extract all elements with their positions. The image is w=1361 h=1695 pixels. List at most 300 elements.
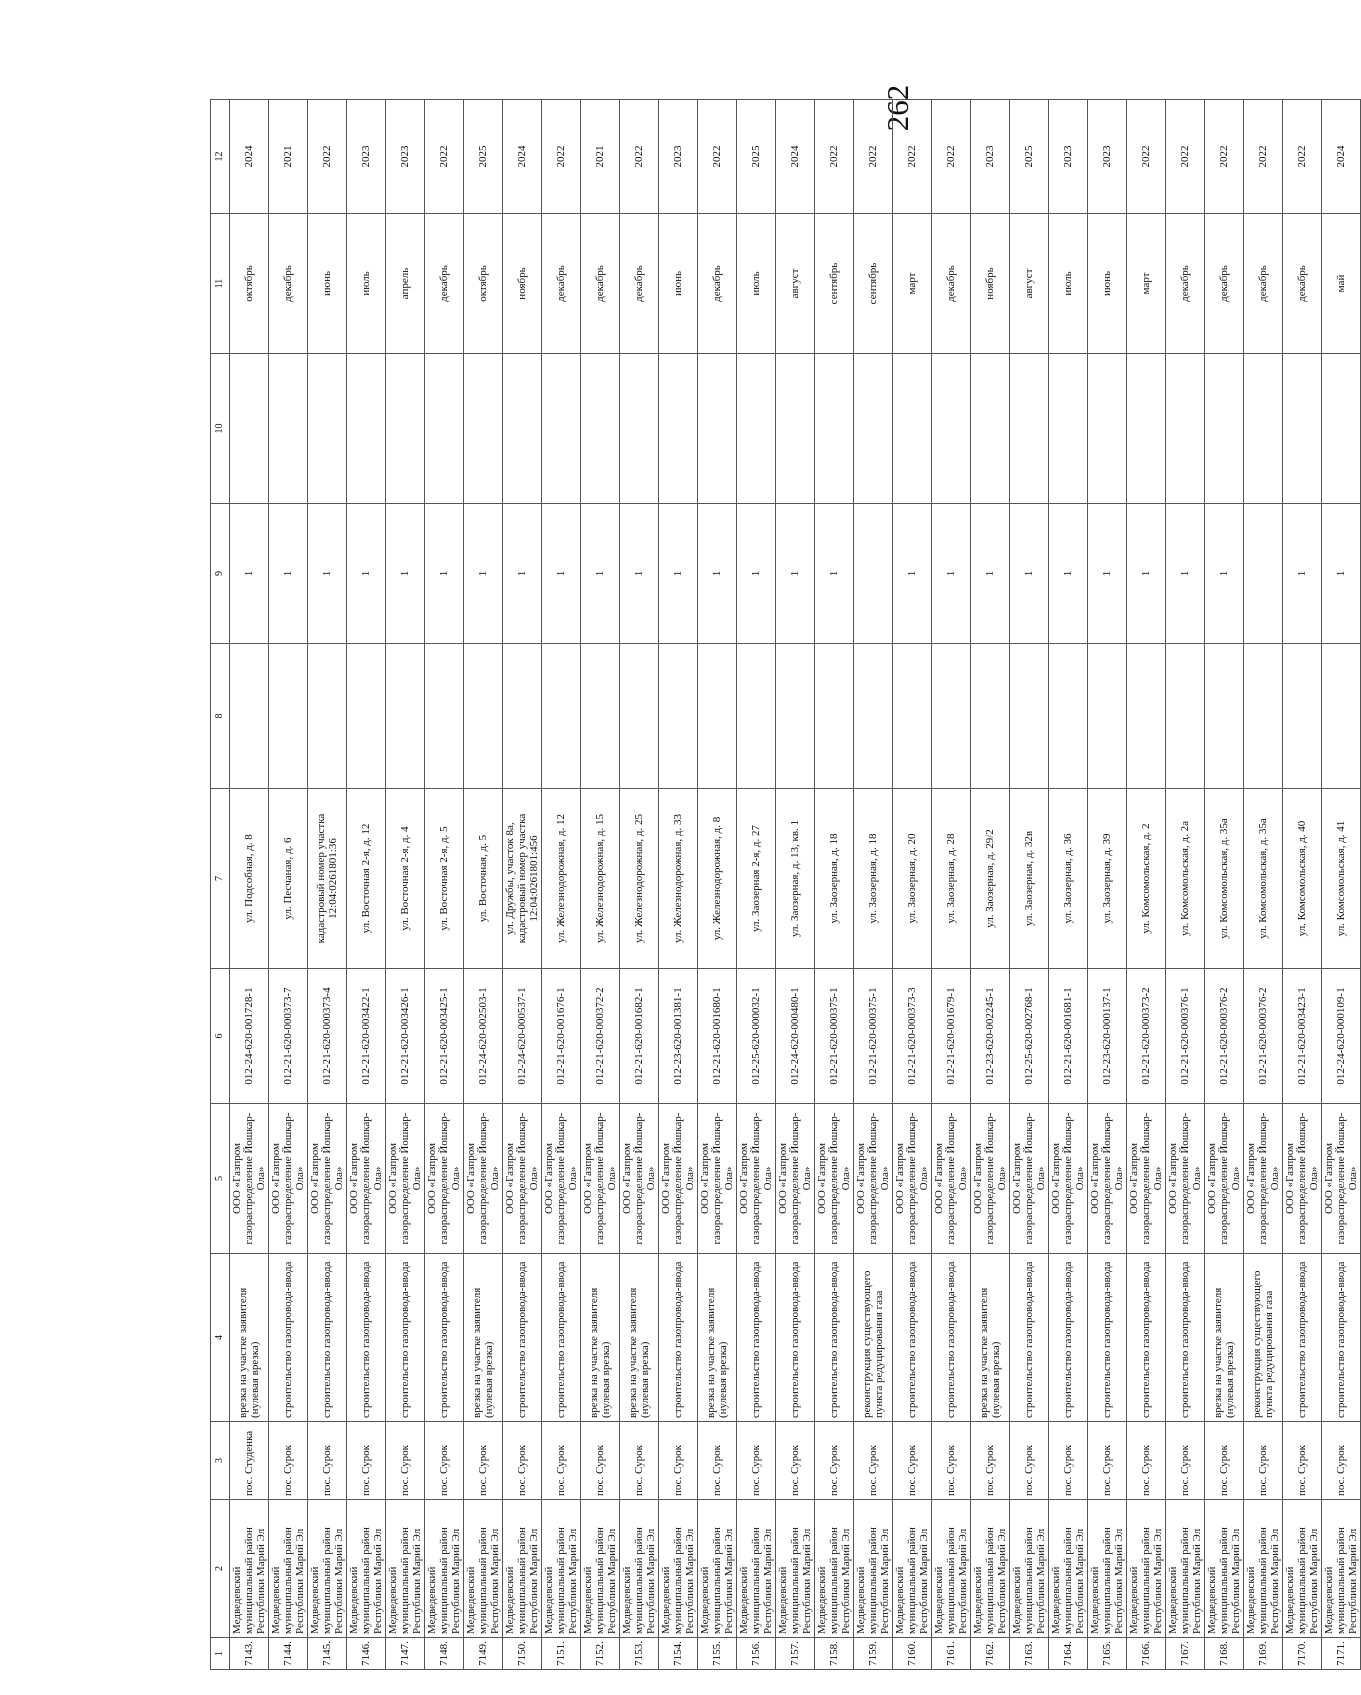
month-cell: май [1322,214,1361,354]
month-cell: декабрь [932,214,971,354]
quantity-cell: 1 [1049,504,1088,644]
organization-cell: ООО «Газпром газораспределение Йошкар-Ола» [893,1104,932,1254]
col-10-cell [698,354,737,504]
column-header: 3 [211,1422,230,1500]
col-8-cell [503,644,542,789]
table-row [503,100,542,1670]
quantity-cell: 1 [1205,504,1244,644]
year-cell: 2022 [1166,100,1205,214]
settlement-cell: пос. Сурок [1088,1422,1127,1500]
row-number-cell: 7151. [542,1638,581,1670]
district-cell: Медведевский муниципальный район Республики Марий Эл [620,1500,659,1638]
col-8-cell [971,644,1010,789]
district-cell: Медведевский муниципальный район Республики Марий Эл [308,1500,347,1638]
application-number-cell: 012-21-620-003423-1 [1283,969,1322,1104]
row-number-cell: 7161. [932,1638,971,1670]
work-type-cell: строительство газопровода-ввода [659,1254,698,1422]
organization-cell: ООО «Газпром газораспределение Йошкар-Ола» [1283,1104,1322,1254]
row-number-cell: 7143. [230,1638,269,1670]
address-cell: ул. Железнодорожная, д. 8 [698,789,737,969]
settlement-cell: пос. Сурок [1244,1422,1283,1500]
application-number-cell: 012-21-620-000376-2 [1205,969,1244,1104]
organization-cell: ООО «Газпром газораспределение Йошкар-Ола» [386,1104,425,1254]
month-cell: октябрь [230,214,269,354]
col-8-cell [854,644,893,789]
month-cell: июль [737,214,776,354]
col-8-cell [542,644,581,789]
quantity-cell: 1 [542,504,581,644]
application-number-cell: 012-21-620-001676-1 [542,969,581,1104]
district-cell: Медведевский муниципальный район Республики Марий Эл [1088,1500,1127,1638]
row-number-cell: 7169. [1244,1638,1283,1670]
row-number-cell: 7153. [620,1638,659,1670]
table-row [230,100,269,1670]
settlement-cell: пос. Сурок [893,1422,932,1500]
row-number-cell: 7158. [815,1638,854,1670]
month-cell: март [1127,214,1166,354]
col-10-cell [542,354,581,504]
table-row [464,100,503,1670]
quantity-cell: 1 [1088,504,1127,644]
col-8-cell [308,644,347,789]
year-cell: 2023 [1049,100,1088,214]
application-number-cell: 012-24-620-000109-1 [1322,969,1361,1104]
organization-cell: ООО «Газпром газораспределение Йошкар-Ола» [542,1104,581,1254]
work-type-cell: строительство газопровода-ввода [815,1254,854,1422]
quantity-cell: 1 [269,504,308,644]
rotated-table-container [210,100,1359,1670]
address-cell: ул. Заозерная, д. 28 [932,789,971,969]
row-number-cell: 7159. [854,1638,893,1670]
year-cell: 2025 [1010,100,1049,214]
district-cell: Медведевский муниципальный район Республики Марий Эл [503,1500,542,1638]
district-cell: Медведевский муниципальный район Республики Марий Эл [425,1500,464,1638]
application-number-cell: 012-21-620-000373-2 [1127,969,1166,1104]
work-type-cell: строительство газопровода-ввода [1049,1254,1088,1422]
col-10-cell [503,354,542,504]
month-cell: декабрь [1283,214,1322,354]
application-number-cell: 012-21-620-000372-2 [581,969,620,1104]
work-type-cell: строительство газопровода-ввода [1088,1254,1127,1422]
settlement-cell: пос. Сурок [776,1422,815,1500]
year-cell: 2022 [893,100,932,214]
year-cell: 2024 [776,100,815,214]
address-cell: ул. Восточная 2-я, д. 5 [425,789,464,969]
work-type-cell: врезка на участке заявителя (нулевая врезка) [971,1254,1010,1422]
col-10-cell [776,354,815,504]
quantity-cell: 1 [425,504,464,644]
month-cell: декабрь [581,214,620,354]
col-8-cell [1127,644,1166,789]
month-cell: октябрь [464,214,503,354]
address-cell: ул. Заозерная, д. 32в [1010,789,1049,969]
quantity-cell: 1 [386,504,425,644]
application-number-cell: 012-21-620-000373-7 [269,969,308,1104]
application-number-cell: 012-21-620-000376-1 [1166,969,1205,1104]
work-type-cell: врезка на участке заявителя (нулевая врезка) [698,1254,737,1422]
organization-cell: ООО «Газпром газораспределение Йошкар-Ола» [425,1104,464,1254]
address-cell: ул. Дружбы, участок 8а, кадастровый номер участка 12:04:0261801:456 [503,789,542,969]
table-row [1088,100,1127,1670]
application-number-cell: 012-21-620-000373-4 [308,969,347,1104]
organization-cell: ООО «Газпром газораспределение Йошкар-Ола» [776,1104,815,1254]
col-8-cell [230,644,269,789]
work-type-cell: строительство газопровода-ввода [1010,1254,1049,1422]
quantity-cell: 1 [737,504,776,644]
col-10-cell [347,354,386,504]
settlement-cell: пос. Сурок [698,1422,737,1500]
settlement-cell: пос. Сурок [581,1422,620,1500]
col-10-cell [1049,354,1088,504]
organization-cell: ООО «Газпром газораспределение Йошкар-Ола» [1244,1104,1283,1254]
row-number-cell: 7164. [1049,1638,1088,1670]
application-number-cell: 012-21-620-001680-1 [698,969,737,1104]
col-8-cell [347,644,386,789]
quantity-cell [854,504,893,644]
settlement-cell: пос. Сурок [386,1422,425,1500]
table-row [620,100,659,1670]
table-row [1127,100,1166,1670]
year-cell: 2022 [1205,100,1244,214]
work-type-cell: строительство газопровода-ввода [893,1254,932,1422]
organization-cell: ООО «Газпром газораспределение Йошкар-Ола» [581,1104,620,1254]
district-cell: Медведевский муниципальный район Республики Марий Эл [1322,1500,1361,1638]
district-cell: Медведевский муниципальный район Республики Марий Эл [581,1500,620,1638]
organization-cell: ООО «Газпром газораспределение Йошкар-Ола» [1166,1104,1205,1254]
row-number-cell: 7156. [737,1638,776,1670]
column-header: 5 [211,1104,230,1254]
settlement-cell: пос. Сурок [971,1422,1010,1500]
col-8-cell [620,644,659,789]
work-type-cell: строительство газопровода-ввода [386,1254,425,1422]
address-cell: ул. Комсомольская, д. 2а [1166,789,1205,969]
organization-cell: ООО «Газпром газораспределение Йошкар-Ола» [230,1104,269,1254]
settlement-cell: пос. Сурок [659,1422,698,1500]
row-number-cell: 7145. [308,1638,347,1670]
col-8-cell [581,644,620,789]
settlement-cell: пос. Сурок [1049,1422,1088,1500]
settlement-cell: пос. Сурок [1010,1422,1049,1500]
month-cell: декабрь [542,214,581,354]
row-number-cell: 7147. [386,1638,425,1670]
col-10-cell [737,354,776,504]
col-8-cell [1205,644,1244,789]
work-type-cell: врезка на участке заявителя (нулевая врезка) [1205,1254,1244,1422]
year-cell: 2022 [308,100,347,214]
settlement-cell: пос. Сурок [1166,1422,1205,1500]
work-type-cell: строительство газопровода-ввода [737,1254,776,1422]
month-cell: декабрь [269,214,308,354]
quantity-cell: 1 [1127,504,1166,644]
year-cell: 2021 [269,100,308,214]
row-number-cell: 7162. [971,1638,1010,1670]
application-number-cell: 012-23-620-002245-1 [971,969,1010,1104]
row-number-cell: 7146. [347,1638,386,1670]
col-8-cell [425,644,464,789]
work-type-cell: строительство газопровода-ввода [347,1254,386,1422]
address-cell: ул. Восточная 2-я, д. 4 [386,789,425,969]
table-row [932,100,971,1670]
table-row [308,100,347,1670]
application-number-cell: 012-21-620-003426-1 [386,969,425,1104]
organization-cell: ООО «Газпром газораспределение Йошкар-Ола» [620,1104,659,1254]
col-10-cell [1283,354,1322,504]
district-cell: Медведевский муниципальный район Республики Марий Эл [737,1500,776,1638]
col-10-cell [1205,354,1244,504]
row-number-cell: 7160. [893,1638,932,1670]
settlement-cell: пос. Сурок [503,1422,542,1500]
year-cell: 2023 [347,100,386,214]
row-number-cell: 7157. [776,1638,815,1670]
col-8-cell [1322,644,1361,789]
page-number: 262 [880,84,915,132]
column-header: 4 [211,1254,230,1422]
col-8-cell [269,644,308,789]
address-cell: ул. Комсомольская, д. 41 [1322,789,1361,969]
year-cell: 2023 [386,100,425,214]
year-cell: 2022 [1244,100,1283,214]
row-number-cell: 7144. [269,1638,308,1670]
quantity-cell: 1 [464,504,503,644]
district-cell: Медведевский муниципальный район Республики Марий Эл [386,1500,425,1638]
work-type-cell: врезка на участке заявителя (нулевая врезка) [620,1254,659,1422]
col-10-cell [269,354,308,504]
work-type-cell: строительство газопровода-ввода [503,1254,542,1422]
year-cell: 2022 [542,100,581,214]
district-cell: Медведевский муниципальный район Республики Марий Эл [269,1500,308,1638]
address-cell: ул. Заозерная, д. 20 [893,789,932,969]
settlement-cell: пос. Сурок [1127,1422,1166,1500]
address-cell: ул. Железнодорожная, д. 25 [620,789,659,969]
row-number-cell: 7152. [581,1638,620,1670]
month-cell: июнь [1088,214,1127,354]
settlement-cell: пос. Сурок [815,1422,854,1500]
row-number-cell: 7168. [1205,1638,1244,1670]
organization-cell: ООО «Газпром газораспределение Йошкар-Ола» [347,1104,386,1254]
work-type-cell: строительство газопровода-ввода [542,1254,581,1422]
month-cell: июль [1049,214,1088,354]
table-row [1166,100,1205,1670]
quantity-cell: 1 [1283,504,1322,644]
table-row [1244,100,1283,1670]
year-cell: 2023 [659,100,698,214]
address-cell: ул. Комсомольская, д. 2 [1127,789,1166,969]
year-cell: 2025 [737,100,776,214]
work-type-cell: строительство газопровода-ввода [776,1254,815,1422]
application-number-cell: 012-21-620-000375-1 [815,969,854,1104]
col-10-cell [230,354,269,504]
settlement-cell: пос. Сурок [347,1422,386,1500]
organization-cell: ООО «Газпром газораспределение Йошкар-Ола» [1049,1104,1088,1254]
quantity-cell: 1 [1322,504,1361,644]
quantity-cell: 1 [347,504,386,644]
row-number-cell: 7149. [464,1638,503,1670]
settlement-cell: пос. Сурок [269,1422,308,1500]
application-number-cell: 012-24-620-002503-1 [464,969,503,1104]
column-header: 7 [211,789,230,969]
year-cell: 2021 [581,100,620,214]
quantity-cell [1244,504,1283,644]
table-row [386,100,425,1670]
row-number-cell: 7150. [503,1638,542,1670]
table-row [542,100,581,1670]
address-cell: ул. Подсобная, д. 8 [230,789,269,969]
organization-cell: ООО «Газпром газораспределение Йошкар-Ола» [659,1104,698,1254]
row-number-cell: 7167. [1166,1638,1205,1670]
settlement-cell: пос. Сурок [1283,1422,1322,1500]
table-row [1283,100,1322,1670]
work-type-cell: строительство газопровода-ввода [425,1254,464,1422]
quantity-cell: 1 [698,504,737,644]
col-8-cell [659,644,698,789]
organization-cell: ООО «Газпром газораспределение Йошкар-Ола» [269,1104,308,1254]
application-number-cell: 012-21-620-003425-1 [425,969,464,1104]
col-8-cell [737,644,776,789]
column-header: 9 [211,504,230,644]
address-cell: ул. Восточная 2-я, д. 12 [347,789,386,969]
month-cell: декабрь [698,214,737,354]
quantity-cell: 1 [971,504,1010,644]
application-number-cell: 012-24-620-000537-1 [503,969,542,1104]
row-number-cell: 7171. [1322,1638,1361,1670]
month-cell: декабрь [620,214,659,354]
col-10-cell [581,354,620,504]
col-8-cell [464,644,503,789]
organization-cell: ООО «Газпром газораспределение Йошкар-Ола» [971,1104,1010,1254]
work-type-cell: строительство газопровода-ввода [1283,1254,1322,1422]
address-cell: ул. Восточная, д. 5 [464,789,503,969]
organization-cell: ООО «Газпром газораспределение Йошкар-Ола» [854,1104,893,1254]
work-type-cell: врезка на участке заявителя (нулевая врезка) [581,1254,620,1422]
district-cell: Медведевский муниципальный район Республики Марий Эл [893,1500,932,1638]
col-10-cell [659,354,698,504]
col-10-cell [815,354,854,504]
district-cell: Медведевский муниципальный район Республики Марий Эл [1166,1500,1205,1638]
quantity-cell: 1 [893,504,932,644]
row-number-cell: 7163. [1010,1638,1049,1670]
year-cell: 2022 [698,100,737,214]
year-cell: 2022 [425,100,464,214]
district-cell: Медведевский муниципальный район Республики Марий Эл [1127,1500,1166,1638]
table-row [269,100,308,1670]
table-row [581,100,620,1670]
address-cell: ул. Заозерная, д. 13, кв. 1 [776,789,815,969]
col-10-cell [620,354,659,504]
month-cell: декабрь [1205,214,1244,354]
application-number-cell: 012-21-620-000375-1 [854,969,893,1104]
col-10-cell [1088,354,1127,504]
quantity-cell: 1 [308,504,347,644]
col-8-cell [1049,644,1088,789]
col-10-cell [308,354,347,504]
column-header: 8 [211,644,230,789]
application-number-cell: 012-23-620-001381-1 [659,969,698,1104]
address-cell: ул. Железнодорожная, д. 12 [542,789,581,969]
address-cell: кадастровый номер участка 12:04:0261801:36 [308,789,347,969]
column-header: 6 [211,969,230,1104]
col-10-cell [1322,354,1361,504]
row-number-cell: 7170. [1283,1638,1322,1670]
address-cell: ул. Железнодорожная, д. 33 [659,789,698,969]
table-row [776,100,815,1670]
settlement-cell: пос. Сурок [854,1422,893,1500]
month-cell: июнь [308,214,347,354]
district-cell: Медведевский муниципальный район Республики Марий Эл [659,1500,698,1638]
col-8-cell [893,644,932,789]
work-type-cell: врезка на участке заявителя (нулевая врезка) [230,1254,269,1422]
quantity-cell: 1 [815,504,854,644]
table-row [893,100,932,1670]
year-cell: 2022 [620,100,659,214]
quantity-cell: 1 [659,504,698,644]
organization-cell: ООО «Газпром газораспределение Йошкар-Ола» [1010,1104,1049,1254]
table-row [698,100,737,1670]
col-10-cell [1166,354,1205,504]
table-row [1010,100,1049,1670]
district-cell: Медведевский муниципальный район Республики Марий Эл [542,1500,581,1638]
month-cell: декабрь [425,214,464,354]
address-cell: ул. Заозерная, д. 36 [1049,789,1088,969]
year-cell: 2024 [503,100,542,214]
district-cell: Медведевский муниципальный район Республики Марий Эл [1205,1500,1244,1638]
row-number-cell: 7154. [659,1638,698,1670]
col-10-cell [1127,354,1166,504]
year-cell: 2024 [230,100,269,214]
col-8-cell [1283,644,1322,789]
col-8-cell [1010,644,1049,789]
table-row [1322,100,1361,1670]
work-type-cell: строительство газопровода-ввода [269,1254,308,1422]
col-8-cell [1244,644,1283,789]
row-number-cell: 7165. [1088,1638,1127,1670]
address-cell: ул. Комсомольская, д. 35а [1244,789,1283,969]
application-number-cell: 012-25-620-000032-1 [737,969,776,1104]
organization-cell: ООО «Газпром газораспределение Йошкар-Ола» [1322,1104,1361,1254]
col-10-cell [464,354,503,504]
month-cell: ноябрь [971,214,1010,354]
col-8-cell [1166,644,1205,789]
organization-cell: ООО «Газпром газораспределение Йошкар-Ола» [1205,1104,1244,1254]
address-cell: ул. Заозерная, д. 39 [1088,789,1127,969]
organization-cell: ООО «Газпром газораспределение Йошкар-Ола» [464,1104,503,1254]
district-cell: Медведевский муниципальный район Республики Марий Эл [971,1500,1010,1638]
application-number-cell: 012-24-620-001728-1 [230,969,269,1104]
month-cell: сентябрь [854,214,893,354]
month-cell: март [893,214,932,354]
organization-cell: ООО «Газпром газораспределение Йошкар-Ола» [1088,1104,1127,1254]
year-cell: 2022 [932,100,971,214]
col-8-cell [386,644,425,789]
application-number-cell: 012-24-620-000480-1 [776,969,815,1104]
column-header: 1 [211,1638,230,1670]
district-cell: Медведевский муниципальный район Республики Марий Эл [854,1500,893,1638]
district-cell: Медведевский муниципальный район Республики Марий Эл [230,1500,269,1638]
application-number-cell: 012-23-620-000137-1 [1088,969,1127,1104]
month-cell: август [1010,214,1049,354]
application-number-cell: 012-25-620-002768-1 [1010,969,1049,1104]
year-cell: 2025 [464,100,503,214]
address-cell: ул. Железнодорожная, д. 15 [581,789,620,969]
month-cell: июнь [659,214,698,354]
work-type-cell: строительство газопровода-ввода [1322,1254,1361,1422]
work-type-cell: реконструкция существующего пункта редуцирования газа [854,1254,893,1422]
address-cell: ул. Заозерная 2-я, д. 27 [737,789,776,969]
column-header: 2 [211,1500,230,1638]
col-10-cell [932,354,971,504]
organization-cell: ООО «Газпром газораспределение Йошкар-Ола» [1127,1104,1166,1254]
district-cell: Медведевский муниципальный район Республики Марий Эл [815,1500,854,1638]
month-cell: июль [347,214,386,354]
